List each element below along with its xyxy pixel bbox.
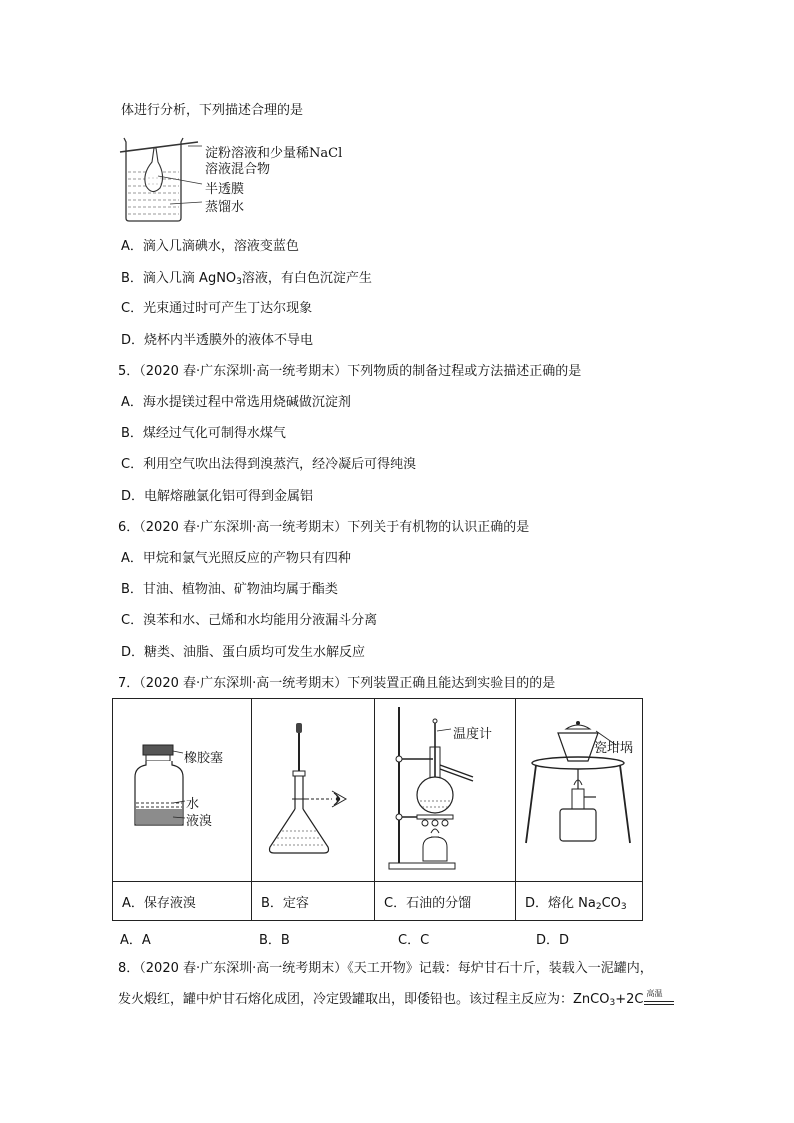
q6-option-d: D．糖类、油脂、蛋白质均可发生水解反应 — [121, 645, 366, 660]
q7-stem: 7．（2020 春·广东深圳·高一统考期末）下列装置正确且能达到实验目的的是 — [118, 676, 556, 691]
q6-stem: 6．（2020 春·广东深圳·高一统考期末）下列关于有机物的认识正确的是 — [118, 520, 530, 535]
q4-figure-label-membrane: 半透膜 — [205, 182, 245, 197]
q6-option-a: A．甲烷和氯气光照反应的产物只有四种 — [121, 551, 351, 566]
q8-line1: 8．（2020 春·广东深圳·高一统考期末）《天工开物》记载：每炉甘石十斤，装载入一泥罐内， — [118, 961, 653, 976]
q4-figure-label-water: 蒸馏水 — [205, 200, 245, 215]
label-crucible: 瓷坩埚 — [594, 741, 634, 756]
label-thermometer: 温度计 — [453, 727, 493, 742]
volumetric-flask-figure — [252, 699, 374, 877]
q6-option-c: C．溴苯和水、己烯和水均能用分液漏斗分离 — [121, 613, 378, 628]
q4-option-a: A．滴入几滴碘水，溶液变蓝色 — [121, 239, 299, 254]
q4-stem-tail: 体进行分析，下列描述合理的是 — [121, 103, 304, 118]
q7-answer-c: C．C — [398, 933, 430, 948]
q4-option-c: C．光束通过时可产生丁达尔现象 — [121, 301, 313, 316]
q5-option-d: D．电解熔融氯化铝可得到金属铝 — [121, 489, 314, 504]
q4-figure-label-solution: 淀粉溶液和少量稀NaCl — [205, 146, 343, 161]
distillation-figure — [375, 699, 515, 877]
q4-figure-label-mixture: 溶液混合物 — [205, 162, 271, 177]
q7-apparatus-table — [112, 698, 643, 921]
caption-c: C．石油的分馏 — [375, 882, 516, 921]
q7-answer-a: A．A — [120, 933, 151, 948]
apparatus-b-cell — [252, 699, 375, 882]
q4-option-b: B．滴入几滴 AgNO$_3$溶液，有白色沉淀产生 — [121, 271, 372, 287]
caption-a: A．保存液溴 — [113, 882, 252, 921]
label-liquid-bromine: 液溴 — [186, 814, 213, 829]
q6-option-b: B．甘油、植物油、矿物油均属于酯类 — [121, 582, 338, 597]
caption-b: B．定容 — [252, 882, 375, 921]
label-water: 水 — [186, 797, 200, 812]
caption-d: D．熔化 $Na_2CO_3$ — [516, 882, 643, 921]
reagent-bottle-figure — [113, 699, 251, 877]
apparatus-d-cell — [516, 699, 643, 882]
q5-stem: 5．（2020 春·广东深圳·高一统考期末）下列物质的制备过程或方法描述正确的是 — [118, 364, 582, 379]
q8-line2: 发火煅红，罐中炉甘石熔化成团，冷定毁罐取出，即倭铅也。该过程主反应为：ZnCO$_3$+2C 高温 — [118, 991, 674, 1009]
crucible-tripod-figure — [516, 699, 642, 877]
q4-option-d: D．烧杯内半透膜外的液体不导电 — [121, 333, 314, 348]
q7-answer-b: B．B — [259, 933, 290, 948]
q7-answer-d: D．D — [536, 933, 570, 948]
q5-option-c: C．利用空气吹出法得到溴蒸汽，经冷凝后可得纯溴 — [121, 457, 417, 472]
apparatus-c-cell — [375, 699, 516, 882]
q5-option-a: A．海水提镁过程中常选用烧碱做沉淀剂 — [121, 395, 351, 410]
q5-option-b: B．煤经过气化可制得水煤气 — [121, 426, 286, 441]
apparatus-a-cell — [113, 699, 252, 882]
label-rubber-stopper: 橡胶塞 — [184, 751, 224, 766]
reaction-condition: 高温 — [644, 991, 674, 1009]
